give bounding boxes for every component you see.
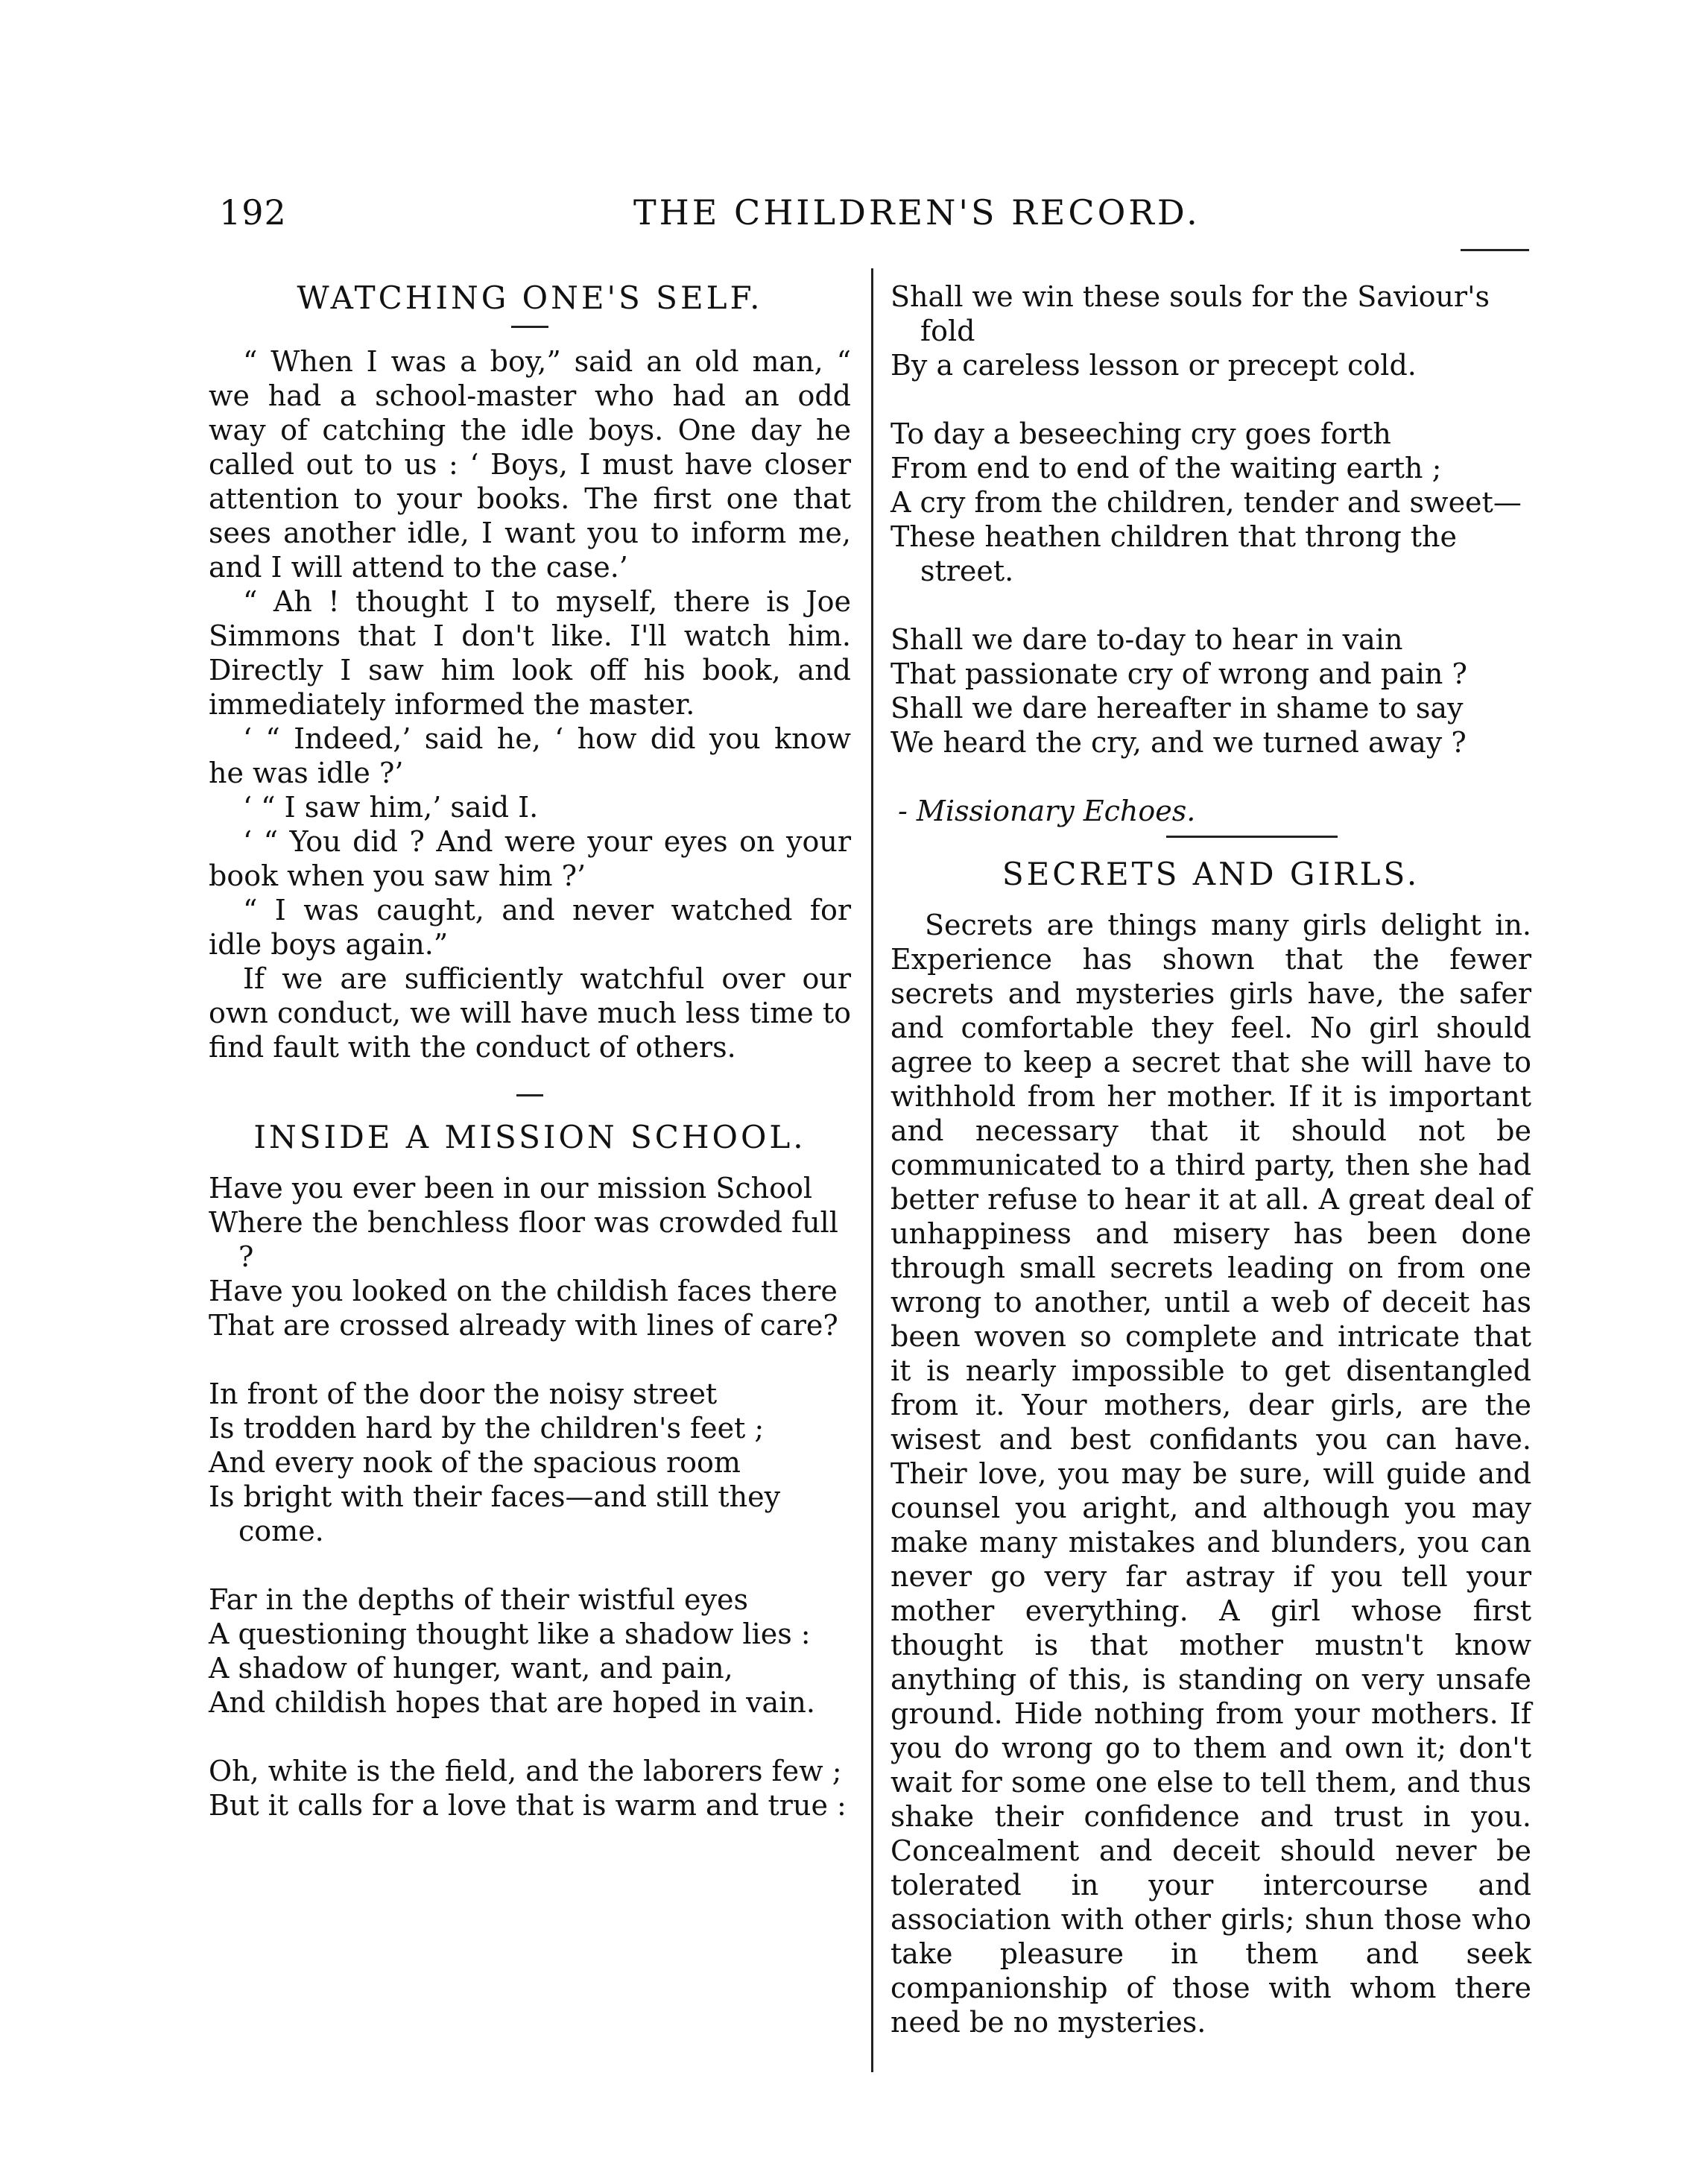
publication-title: THE CHILDREN'S RECORD. xyxy=(633,192,1200,233)
verse-line: And every nook of the spacious room xyxy=(209,1446,741,1479)
poem-title: INSIDE A MISSION SCHOOL. xyxy=(253,1119,806,1155)
verse-line: Shall we dare hereafter in shame to say xyxy=(890,692,1464,725)
verse-line: A cry from the children, tender and sweet— xyxy=(890,486,1522,519)
header-rule xyxy=(1461,249,1529,251)
stanza xyxy=(209,1754,851,1822)
stanza xyxy=(890,417,1531,588)
title-rule xyxy=(511,326,548,328)
verse-line: Where the benchless floor was crowded full ? xyxy=(209,1206,838,1273)
article-watching-ones-self xyxy=(209,280,851,1064)
verse-line: And childish hopes that are hoped in vain. xyxy=(209,1686,815,1719)
right-column xyxy=(890,280,1531,2039)
section-separator xyxy=(1166,836,1338,838)
paragraph: Secrets are things many girls delight in. Experience has shown that the fewer secrets and mysteries girls have, the safer and comfortable they feel. No girl should agree to keep a secret that she will have to withhold from her mother. If it is important and necessary that it should not be communicated to a third party, then she had better refuse to hear it at all. A great deal of unhappiness and misery has been done through small secrets leading on from one wrong to another, until a web of deceit has been woven so complete and intricate that it is nearly impossible to get disentangled from it. Your mothers, dear girls, are the wisest and best confidants you can have. Their love, you may be sure, will guide and counsel you aright, and although you may make many mistakes and blunders, you can never go very far astray if you tell your mother everything. A girl whose first thought is that mother mustn't know anything of this, is standing on very unsafe ground. Hide nothing from your mothers. If you do wrong go to them and own it; don't wait for some one else to tell them, and thus shake their confidence and trust in you. Concealment and deceit should never be tolerated in your intercourse and association with other girls; shun those who take pleasure in them and seek companionship of those with whom there need be no mysteries. xyxy=(890,909,1531,2039)
stanza xyxy=(209,1377,851,1548)
verse-line: From end to end of the waiting earth ; xyxy=(890,452,1442,485)
article-title: SECRETS AND GIRLS. xyxy=(1002,856,1420,892)
verse-line: Have you looked on the childish faces there xyxy=(209,1275,838,1307)
verse-line: Have you ever been in our mission School xyxy=(209,1172,813,1205)
verse-line: Far in the depths of their wistful eyes xyxy=(209,1583,748,1616)
verse-line: Is trodden hard by the children's feet ; xyxy=(209,1412,765,1445)
stanza xyxy=(890,622,1531,760)
verse-line: Shall we win these souls for the Saviour's fold xyxy=(890,280,1490,347)
verse-line: Is bright with their faces—and still they come. xyxy=(209,1480,781,1547)
paragraph: “ When I was a boy,” said an old man, “ we had a school-master who had an odd way of catching the idle boys. One day he called out to us : ‘ Boys, I must have closer attention to your books. The first one that sees another idle, I want you to inform me, and I will attend to the case.’ xyxy=(209,345,851,584)
page-number: 192 xyxy=(219,192,287,233)
poem-continuation xyxy=(890,280,1531,828)
verse-line: A questioning thought like a shadow lies : xyxy=(209,1618,811,1650)
paragraph: ‘ “ I saw him,’ said I. xyxy=(243,791,539,824)
paragraph: ‘ “ You did ? And were your eyes on your book when you saw him ?’ xyxy=(209,825,851,892)
verse-line: That are crossed already with lines of care? xyxy=(209,1309,838,1342)
verse-line: We heard the cry, and we turned away ? xyxy=(890,726,1467,759)
verse-line: In front of the door the noisy street xyxy=(209,1377,718,1410)
stanza xyxy=(209,1171,851,1342)
verse-line: Oh, white is the field, and the laborers few ; xyxy=(209,1755,842,1787)
column-divider xyxy=(871,268,873,2072)
stanza xyxy=(209,1582,851,1720)
verse-line: To day a beseeching cry goes forth xyxy=(890,417,1391,450)
running-header xyxy=(0,186,1702,246)
verse-line: But it calls for a love that is warm and true : xyxy=(209,1789,847,1822)
stanza xyxy=(890,280,1531,382)
poem-attribution: - Missionary Echoes. xyxy=(898,795,1196,827)
verse-line: These heathen children that throng the street. xyxy=(890,520,1458,587)
paragraph: ‘ “ Indeed,’ said he, ‘ how did you know he was idle ?’ xyxy=(209,722,851,789)
paragraph: “ I was caught, and never watched for idle boys again.” xyxy=(209,894,851,961)
poem-inside-a-mission-school xyxy=(209,1119,851,1822)
article-secrets-and-girls xyxy=(890,856,1531,2039)
left-column xyxy=(209,280,851,1822)
paragraph: If we are sufficiently watchful over our own conduct, we will have much less time to find fault with the conduct of others. xyxy=(209,962,851,1064)
verse-line: Shall we dare to-day to hear in vain xyxy=(890,623,1403,656)
verse-line: A shadow of hunger, want, and pain, xyxy=(209,1652,733,1685)
verse-line: By a careless lesson or precept cold. xyxy=(890,349,1417,382)
verse-line: That passionate cry of wrong and pain ? xyxy=(890,657,1467,690)
paragraph: “ Ah ! thought I to myself, there is Joe Simmons that I don't like. I'll watch him. Directly I saw him look off his book, and immediately informed the master. xyxy=(209,585,851,721)
section-separator xyxy=(516,1094,543,1096)
article-title: WATCHING ONE'S SELF. xyxy=(297,280,763,316)
